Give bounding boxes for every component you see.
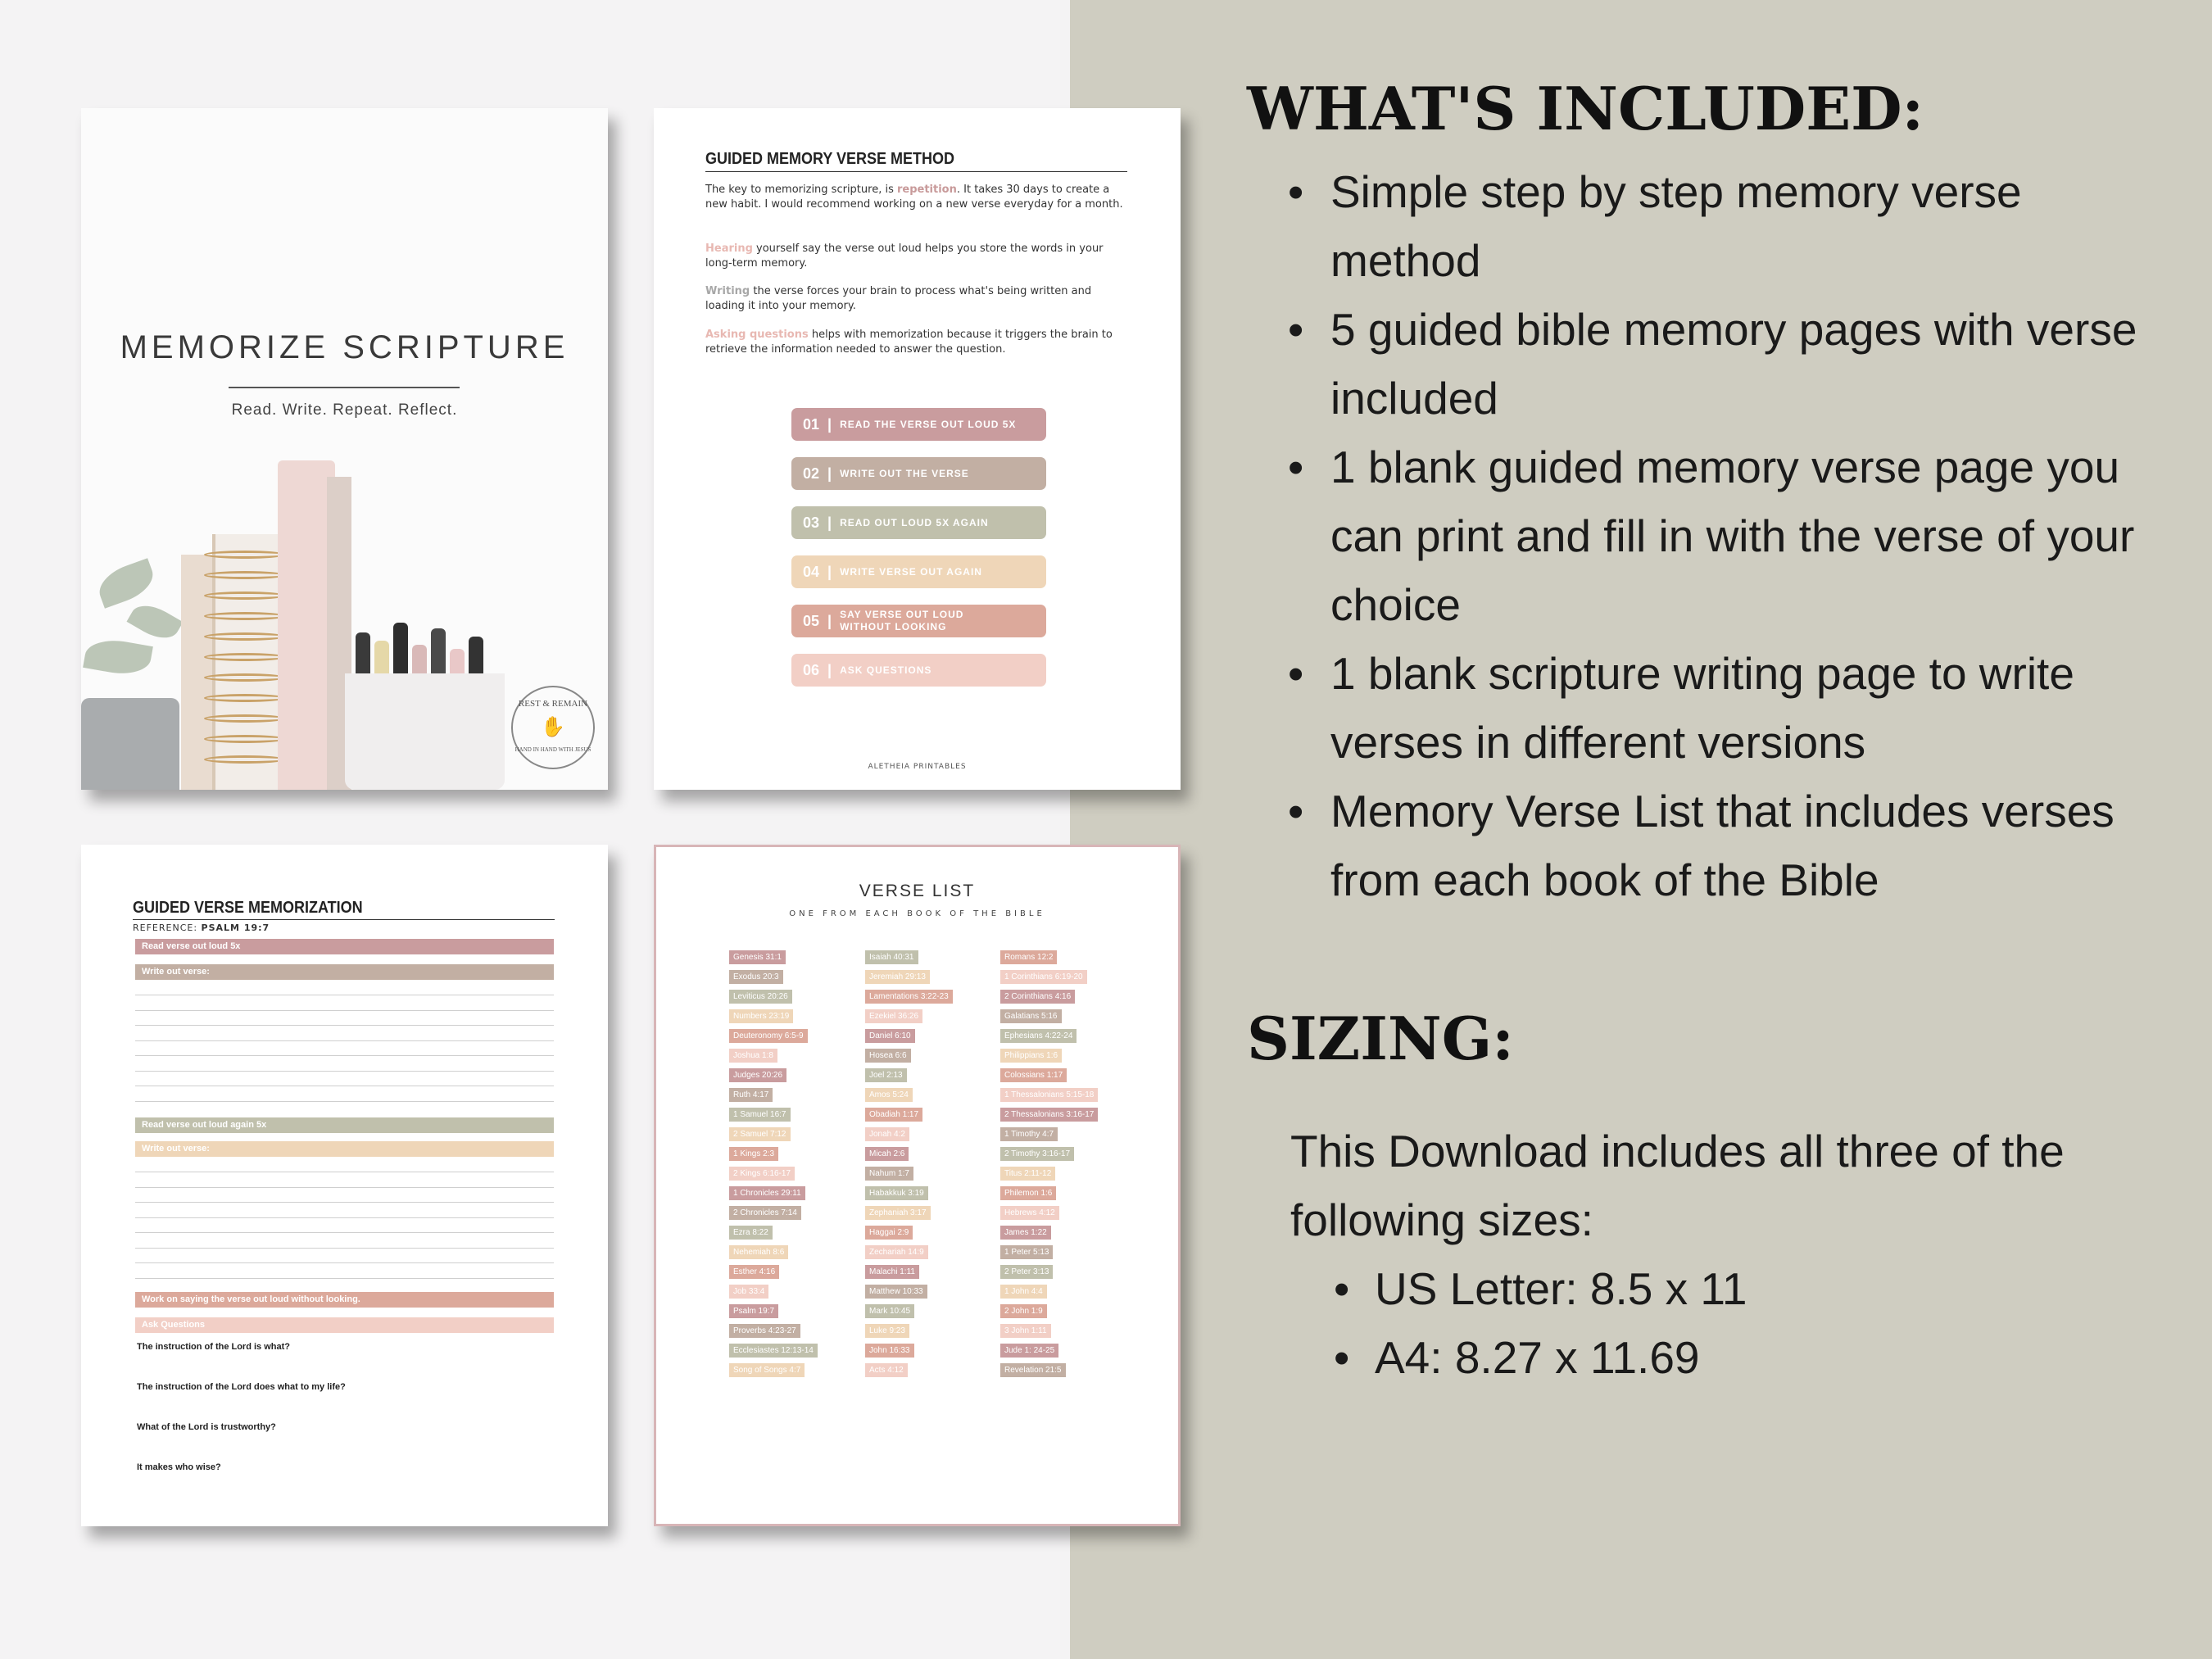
verse-chip: Galatians 5:16 bbox=[1000, 1009, 1062, 1023]
size-item: • US Letter: 8.5 x 11 bbox=[1334, 1254, 1747, 1323]
step-separator: | bbox=[827, 563, 832, 580]
whats-included-heading: WHAT'S INCLUDED: bbox=[1247, 74, 1924, 143]
sizing-heading: SIZING: bbox=[1247, 1004, 1514, 1073]
cover-divider bbox=[229, 387, 460, 388]
verse-chip: Song of Songs 4:7 bbox=[729, 1363, 805, 1377]
cover-subtitle: Read. Write. Repeat. Reflect. bbox=[231, 401, 458, 419]
plant-leaf-icon bbox=[83, 635, 153, 678]
hearing-text: yourself say the verse out loud helps you store the words in your long-term memory. bbox=[705, 243, 1104, 270]
verse-chip: 2 Chronicles 7:14 bbox=[729, 1206, 801, 1220]
step-6 bbox=[791, 654, 1046, 687]
feature-item: • 1 blank guided memory verse page you can print and fill in with the verse of your choice bbox=[1288, 433, 2181, 639]
bar-ask-questions: Ask Questions bbox=[135, 1317, 554, 1333]
verse-chip: 1 Samuel 16:7 bbox=[729, 1108, 791, 1122]
sizes-list bbox=[1334, 1254, 1747, 1392]
spiral-coil bbox=[204, 632, 286, 641]
badge-text-bottom: HAND IN HAND WITH JESUS bbox=[514, 746, 592, 753]
method-footer: ALETHEIA PRINTABLES bbox=[868, 763, 967, 771]
memorization-page-preview bbox=[81, 845, 608, 1526]
writing-line bbox=[135, 1071, 554, 1072]
verse-chip: Hebrews 4:12 bbox=[1000, 1206, 1059, 1220]
brand-badge bbox=[511, 686, 595, 769]
verse-chip: Ecclesiastes 12:13-14 bbox=[729, 1344, 818, 1358]
verse-chip: Titus 2:11-12 bbox=[1000, 1167, 1055, 1181]
verse-chip: Habakkuk 3:19 bbox=[865, 1186, 928, 1200]
verse-chip: Zechariah 14:9 bbox=[865, 1245, 928, 1259]
method-asking bbox=[705, 328, 1131, 357]
verse-chip: Ezekiel 36:26 bbox=[865, 1009, 922, 1023]
feature-item: • Simple step by step memory verse method bbox=[1288, 157, 2181, 295]
verse-chip: 2 Kings 6:16-17 bbox=[729, 1167, 795, 1181]
step-label: WRITE VERSE OUT AGAIN bbox=[840, 565, 982, 578]
verse-chip: Joel 2:13 bbox=[865, 1068, 907, 1082]
step-5 bbox=[791, 605, 1046, 637]
verse-chip: 1 Corinthians 6:19-20 bbox=[1000, 970, 1087, 984]
feature-item: • Memory Verse List that includes verses from each book of the Bible bbox=[1288, 777, 2181, 914]
feature-item: • 5 guided bible memory pages with verse included bbox=[1288, 295, 2181, 433]
verse-chip: John 16:33 bbox=[865, 1344, 914, 1358]
verse-chip: 1 Timothy 4:7 bbox=[1000, 1127, 1058, 1141]
reference-label: REFERENCE: bbox=[133, 922, 198, 933]
verse-chip: 1 Thessalonians 5:15-18 bbox=[1000, 1088, 1098, 1102]
verse-chip: Haggai 2:9 bbox=[865, 1226, 913, 1240]
writing-line bbox=[135, 1217, 554, 1218]
verse-chip: Lamentations 3:22-23 bbox=[865, 990, 953, 1004]
verse-chip: Amos 5:24 bbox=[865, 1088, 913, 1102]
verse-chip: Nehemiah 8:6 bbox=[729, 1245, 788, 1259]
step-label: READ OUT LOUD 5X AGAIN bbox=[840, 516, 989, 528]
spiral-coil bbox=[204, 694, 286, 702]
verse-chip: Psalm 19:7 bbox=[729, 1304, 778, 1318]
writing-line bbox=[135, 1202, 554, 1203]
verse-chip: Mark 10:45 bbox=[865, 1304, 914, 1318]
asking-highlight: Asking questions bbox=[705, 329, 809, 341]
verse-chip: Obadiah 1:17 bbox=[865, 1108, 922, 1122]
method-title: GUIDED MEMORY VERSE METHOD bbox=[705, 150, 955, 168]
spiral-coil bbox=[204, 714, 286, 723]
verse-chip: Philippians 1:6 bbox=[1000, 1049, 1062, 1063]
verse-chip: Esther 4:16 bbox=[729, 1265, 779, 1279]
verse-list-page-preview bbox=[654, 845, 1181, 1526]
hearing-highlight: Hearing bbox=[705, 243, 753, 255]
step-separator: | bbox=[827, 415, 832, 433]
feature-item: • 1 blank scripture writing page to write verses in different versions bbox=[1288, 639, 2181, 777]
spiral-coil bbox=[204, 755, 286, 764]
badge-text-top: REST & REMAIN bbox=[518, 699, 588, 709]
method-page-preview bbox=[654, 108, 1181, 790]
method-hearing bbox=[705, 242, 1131, 271]
bar-say-without-looking: Work on saying the verse out loud without looking. bbox=[135, 1292, 554, 1308]
verse-chip: Nahum 1:7 bbox=[865, 1167, 913, 1181]
verse-chip: Philemon 1:6 bbox=[1000, 1186, 1056, 1200]
verse-chip: 3 John 1:11 bbox=[1000, 1324, 1051, 1338]
verse-chip: Genesis 31:1 bbox=[729, 950, 786, 964]
step-separator: | bbox=[827, 661, 832, 678]
bar-read: Read verse out loud 5x bbox=[135, 939, 554, 954]
question: It makes who wise? bbox=[137, 1462, 221, 1472]
step-number: 05 bbox=[803, 612, 820, 629]
verse-chip: Hosea 6:6 bbox=[865, 1049, 911, 1063]
verse-chip: Romans 12:2 bbox=[1000, 950, 1057, 964]
spiral-coil bbox=[204, 673, 286, 682]
pen-cup bbox=[345, 673, 505, 790]
step-number: 01 bbox=[803, 415, 820, 433]
verse-chip: Jude 1: 24-25 bbox=[1000, 1344, 1058, 1358]
verse-chip: 2 John 1:9 bbox=[1000, 1304, 1047, 1318]
verse-chip: Judges 20:26 bbox=[729, 1068, 786, 1082]
writing-line bbox=[135, 1262, 554, 1263]
verse-chip: 2 Peter 3:13 bbox=[1000, 1265, 1053, 1279]
method-writing bbox=[705, 284, 1131, 314]
spiral-coil bbox=[204, 612, 286, 620]
cover-page-preview bbox=[81, 108, 608, 790]
question: The instruction of the Lord does what to my life? bbox=[137, 1382, 346, 1392]
writing-line bbox=[135, 1055, 554, 1056]
verse-chip: 1 Kings 2:3 bbox=[729, 1147, 778, 1161]
reference-value: PSALM 19:7 bbox=[201, 922, 270, 933]
step-3 bbox=[791, 506, 1046, 539]
step-label: SAY VERSE OUT LOUD WITHOUT LOOKING bbox=[840, 609, 964, 632]
verse-chip: Joshua 1:8 bbox=[729, 1049, 777, 1063]
bar-write: Write out verse: bbox=[135, 964, 554, 980]
spiral-coil bbox=[204, 571, 286, 579]
writing-line bbox=[135, 1232, 554, 1233]
verse-chip: 2 Samuel 7:12 bbox=[729, 1127, 791, 1141]
memorization-title: GUIDED VERSE MEMORIZATION bbox=[133, 899, 363, 917]
memorization-title-rule bbox=[133, 919, 555, 920]
size-item: • A4: 8.27 x 11.69 bbox=[1334, 1323, 1747, 1392]
method-intro bbox=[705, 183, 1131, 212]
step-1 bbox=[791, 408, 1046, 441]
writing-line bbox=[135, 1025, 554, 1026]
verse-chip: Exodus 20:3 bbox=[729, 970, 783, 984]
verse-chip: 2 Corinthians 4:16 bbox=[1000, 990, 1075, 1004]
verse-chip: Job 33:4 bbox=[729, 1285, 768, 1299]
asking-text: helps with memorization because it triggers the brain to retrieve the information needed to answer the question. bbox=[705, 329, 1113, 356]
writing-line bbox=[135, 1278, 554, 1279]
method-title-rule bbox=[705, 171, 1127, 172]
cover-title: MEMORIZE SCRIPTURE bbox=[120, 329, 569, 365]
step-label: ASK QUESTIONS bbox=[840, 664, 932, 676]
verse-chip: Colossians 1:17 bbox=[1000, 1068, 1067, 1082]
verse-chip: Revelation 21:5 bbox=[1000, 1363, 1066, 1377]
verse-list-subtitle: ONE FROM EACH BOOK OF THE BIBLE bbox=[789, 909, 1045, 918]
step-number: 02 bbox=[803, 465, 820, 482]
step-4 bbox=[791, 555, 1046, 588]
writing-line bbox=[135, 1101, 554, 1102]
verse-chip: 2 Thessalonians 3:16-17 bbox=[1000, 1108, 1098, 1122]
verse-chip: Malachi 1:11 bbox=[865, 1265, 919, 1279]
verse-chip: Daniel 6:10 bbox=[865, 1029, 915, 1043]
verse-chip: Deuteronomy 6:5-9 bbox=[729, 1029, 808, 1043]
writing-line bbox=[135, 1040, 554, 1041]
method-intro-highlight: repetition bbox=[896, 184, 957, 196]
spiral-coil bbox=[204, 653, 286, 661]
step-2 bbox=[791, 457, 1046, 490]
verse-chip: Isaiah 40:31 bbox=[865, 950, 918, 964]
verse-chip: 2 Timothy 3:16-17 bbox=[1000, 1147, 1074, 1161]
verse-chip: Proverbs 4:23-27 bbox=[729, 1324, 800, 1338]
features-list bbox=[1288, 157, 2181, 914]
verse-chip: Ruth 4:17 bbox=[729, 1088, 773, 1102]
method-intro-text: The key to memorizing scripture, is bbox=[705, 184, 897, 196]
plant-leaf-icon bbox=[127, 597, 184, 646]
verse-chip: Luke 9:23 bbox=[865, 1324, 909, 1338]
step-separator: | bbox=[827, 514, 832, 531]
writing-text: the verse forces your brain to process what's being written and loading it into your memory. bbox=[705, 285, 1092, 312]
verse-chip: Jeremiah 29:13 bbox=[865, 970, 930, 984]
plant-leaf-icon bbox=[93, 558, 158, 609]
verse-chip: 1 Chronicles 29:11 bbox=[729, 1186, 805, 1200]
plant-pot bbox=[81, 698, 179, 790]
verse-chip: Matthew 10:33 bbox=[865, 1285, 927, 1299]
spiral-coil bbox=[204, 551, 286, 559]
verse-chip: 1 Peter 5:13 bbox=[1000, 1245, 1053, 1259]
verse-chip: Micah 2:6 bbox=[865, 1147, 909, 1161]
writing-line bbox=[135, 1187, 554, 1188]
spiral-coil bbox=[204, 735, 286, 743]
step-label: READ THE VERSE OUT LOUD 5X bbox=[840, 418, 1017, 430]
verse-chip: James 1:22 bbox=[1000, 1226, 1051, 1240]
step-number: 06 bbox=[803, 661, 820, 678]
writing-line bbox=[135, 1248, 554, 1249]
reference bbox=[133, 922, 270, 933]
question: What of the Lord is trustworthy? bbox=[137, 1422, 276, 1432]
question: The instruction of the Lord is what? bbox=[137, 1342, 290, 1352]
step-number: 03 bbox=[803, 514, 820, 531]
verse-chip: Numbers 23:19 bbox=[729, 1009, 793, 1023]
bar-read-again: Read verse out loud again 5x bbox=[135, 1117, 554, 1133]
verse-list-title: VERSE LIST bbox=[859, 882, 976, 900]
writing-highlight: Writing bbox=[705, 285, 750, 297]
step-label: WRITE OUT THE VERSE bbox=[840, 467, 969, 479]
method-intro-text-end: . It takes 30 days to create a new habit. I would recommend working on a new verse everyday for a month. bbox=[705, 184, 1123, 211]
sizing-intro: This Download includes all three of the following sizes: bbox=[1290, 1126, 2065, 1245]
verse-chip: Leviticus 20:26 bbox=[729, 990, 792, 1004]
step-separator: | bbox=[827, 465, 832, 482]
writing-line bbox=[135, 1010, 554, 1011]
verse-chip: Ezra 8:22 bbox=[729, 1226, 773, 1240]
hands-icon: ✋ bbox=[541, 717, 565, 738]
verse-chip: Ephesians 4:22-24 bbox=[1000, 1029, 1077, 1043]
spiral-coil bbox=[204, 592, 286, 600]
verse-chip: Zephaniah 3:17 bbox=[865, 1206, 931, 1220]
bar-write-again: Write out verse: bbox=[135, 1141, 554, 1157]
verse-chip: Acts 4:12 bbox=[865, 1363, 908, 1377]
verse-chip: Jonah 4:2 bbox=[865, 1127, 909, 1141]
step-number: 04 bbox=[803, 563, 820, 580]
step-separator: | bbox=[827, 612, 832, 629]
verse-chip: 1 John 4:4 bbox=[1000, 1285, 1047, 1299]
